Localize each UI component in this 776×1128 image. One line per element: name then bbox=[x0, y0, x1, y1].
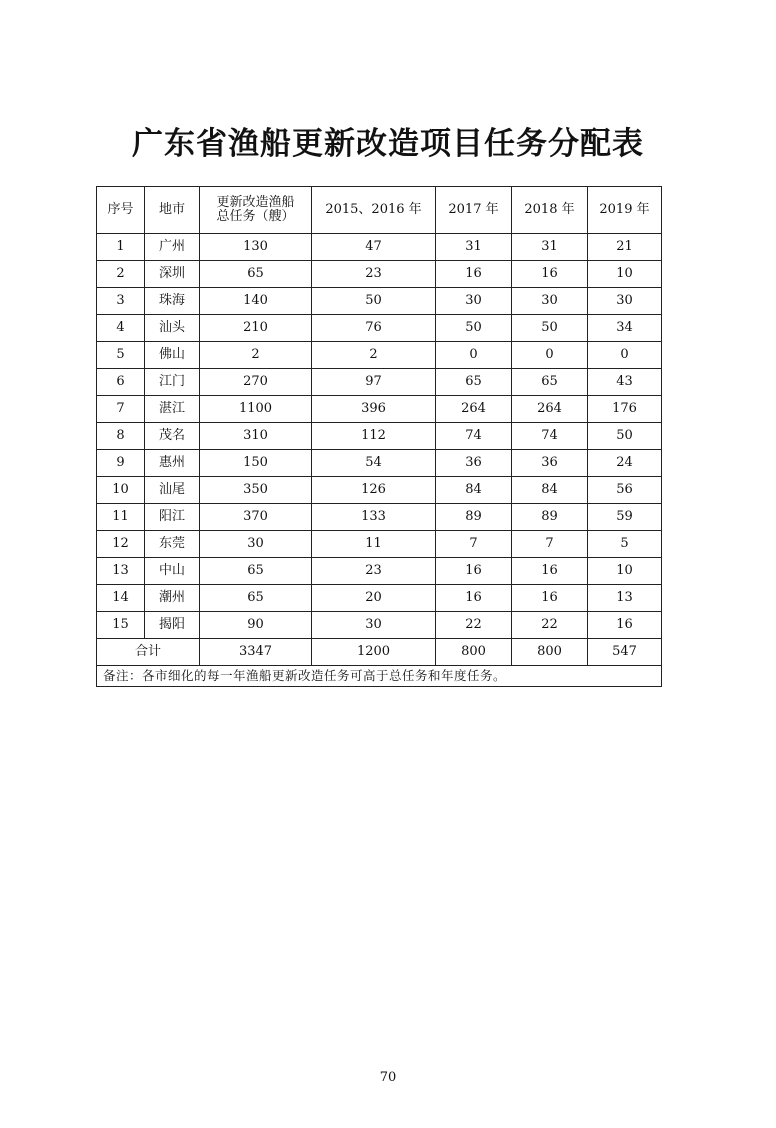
cell-seq: 9 bbox=[97, 450, 145, 477]
total-cell-2017: 800 bbox=[436, 639, 512, 666]
cell-2017: 22 bbox=[436, 612, 512, 639]
cell-seq: 8 bbox=[97, 423, 145, 450]
cell-2018: 22 bbox=[512, 612, 588, 639]
header-2015-2016: 2015、2016 年 bbox=[312, 187, 436, 234]
cell-2017: 16 bbox=[436, 558, 512, 585]
cell-city: 东莞 bbox=[145, 531, 200, 558]
cell-total: 140 bbox=[200, 288, 312, 315]
cell-2015-2016: 20 bbox=[312, 585, 436, 612]
page-number: 70 bbox=[379, 1070, 397, 1085]
cell-2017: 50 bbox=[436, 315, 512, 342]
cell-total: 370 bbox=[200, 504, 312, 531]
cell-2019: 13 bbox=[588, 585, 662, 612]
page-title: 广东省渔船更新改造项目任务分配表 bbox=[132, 126, 644, 162]
table-row bbox=[97, 342, 662, 369]
total-cell-total: 3347 bbox=[200, 639, 312, 666]
cell-2015-2016: 11 bbox=[312, 531, 436, 558]
cell-2018: 30 bbox=[512, 288, 588, 315]
cell-2019: 56 bbox=[588, 477, 662, 504]
cell-2019: 50 bbox=[588, 423, 662, 450]
cell-2015-2016: 112 bbox=[312, 423, 436, 450]
cell-2017: 7 bbox=[436, 531, 512, 558]
table-row bbox=[97, 612, 662, 639]
cell-2018: 0 bbox=[512, 342, 588, 369]
cell-seq: 4 bbox=[97, 315, 145, 342]
cell-2017: 31 bbox=[436, 234, 512, 261]
cell-2017: 0 bbox=[436, 342, 512, 369]
cell-total: 30 bbox=[200, 531, 312, 558]
cell-2018: 36 bbox=[512, 450, 588, 477]
cell-city: 惠州 bbox=[145, 450, 200, 477]
table-row bbox=[97, 288, 662, 315]
cell-total: 130 bbox=[200, 234, 312, 261]
header-city: 地市 bbox=[145, 187, 200, 234]
table-note: 备注：各市细化的每一年渔船更新改造任务可高于总任务和年度任务。 bbox=[97, 666, 662, 687]
cell-2018: 264 bbox=[512, 396, 588, 423]
cell-total: 65 bbox=[200, 261, 312, 288]
table-row bbox=[97, 450, 662, 477]
header-seq: 序号 bbox=[97, 187, 145, 234]
cell-total: 65 bbox=[200, 585, 312, 612]
cell-seq: 10 bbox=[97, 477, 145, 504]
cell-city: 茂名 bbox=[145, 423, 200, 450]
cell-2015-2016: 76 bbox=[312, 315, 436, 342]
cell-2019: 34 bbox=[588, 315, 662, 342]
cell-2015-2016: 23 bbox=[312, 261, 436, 288]
cell-city: 揭阳 bbox=[145, 612, 200, 639]
cell-seq: 13 bbox=[97, 558, 145, 585]
cell-2019: 21 bbox=[588, 234, 662, 261]
cell-2018: 84 bbox=[512, 477, 588, 504]
cell-2015-2016: 23 bbox=[312, 558, 436, 585]
cell-city: 汕头 bbox=[145, 315, 200, 342]
cell-2019: 5 bbox=[588, 531, 662, 558]
table-row bbox=[97, 531, 662, 558]
cell-2018: 7 bbox=[512, 531, 588, 558]
table-header-row bbox=[97, 187, 662, 234]
cell-2017: 264 bbox=[436, 396, 512, 423]
task-allocation-table bbox=[96, 186, 662, 687]
cell-2015-2016: 396 bbox=[312, 396, 436, 423]
header-total-line2: 总任务（艘） bbox=[216, 209, 295, 224]
cell-2019: 59 bbox=[588, 504, 662, 531]
cell-2015-2016: 50 bbox=[312, 288, 436, 315]
cell-2018: 31 bbox=[512, 234, 588, 261]
note-row bbox=[97, 666, 662, 687]
total-row bbox=[97, 639, 662, 666]
table-row bbox=[97, 396, 662, 423]
cell-seq: 15 bbox=[97, 612, 145, 639]
cell-total: 2 bbox=[200, 342, 312, 369]
cell-2017: 74 bbox=[436, 423, 512, 450]
cell-seq: 5 bbox=[97, 342, 145, 369]
table-row bbox=[97, 477, 662, 504]
cell-2015-2016: 30 bbox=[312, 612, 436, 639]
table-row bbox=[97, 504, 662, 531]
cell-2019: 24 bbox=[588, 450, 662, 477]
total-cell-2018: 800 bbox=[512, 639, 588, 666]
header-2019: 2019 年 bbox=[588, 187, 662, 234]
total-cell-2019: 547 bbox=[588, 639, 662, 666]
table-row bbox=[97, 369, 662, 396]
total-cell-2015-2016: 1200 bbox=[312, 639, 436, 666]
cell-2017: 84 bbox=[436, 477, 512, 504]
cell-city: 中山 bbox=[145, 558, 200, 585]
cell-2018: 89 bbox=[512, 504, 588, 531]
cell-city: 广州 bbox=[145, 234, 200, 261]
header-total-tasks bbox=[200, 187, 312, 234]
cell-seq: 3 bbox=[97, 288, 145, 315]
cell-seq: 6 bbox=[97, 369, 145, 396]
cell-2017: 65 bbox=[436, 369, 512, 396]
cell-2017: 36 bbox=[436, 450, 512, 477]
cell-city: 江门 bbox=[145, 369, 200, 396]
cell-seq: 1 bbox=[97, 234, 145, 261]
cell-2019: 30 bbox=[588, 288, 662, 315]
cell-2019: 10 bbox=[588, 558, 662, 585]
table-row bbox=[97, 558, 662, 585]
cell-2017: 89 bbox=[436, 504, 512, 531]
cell-2015-2016: 54 bbox=[312, 450, 436, 477]
cell-city: 湛江 bbox=[145, 396, 200, 423]
cell-2017: 30 bbox=[436, 288, 512, 315]
cell-2015-2016: 97 bbox=[312, 369, 436, 396]
table-row bbox=[97, 315, 662, 342]
header-2018: 2018 年 bbox=[512, 187, 588, 234]
cell-2018: 65 bbox=[512, 369, 588, 396]
cell-2015-2016: 2 bbox=[312, 342, 436, 369]
cell-2018: 74 bbox=[512, 423, 588, 450]
cell-total: 65 bbox=[200, 558, 312, 585]
cell-city: 佛山 bbox=[145, 342, 200, 369]
total-label: 合计 bbox=[97, 639, 200, 666]
cell-2018: 50 bbox=[512, 315, 588, 342]
header-total-line1: 更新改造渔船 bbox=[216, 194, 295, 210]
header-2017: 2017 年 bbox=[436, 187, 512, 234]
table-row bbox=[97, 423, 662, 450]
table-row bbox=[97, 585, 662, 612]
cell-2019: 43 bbox=[588, 369, 662, 396]
cell-total: 1100 bbox=[200, 396, 312, 423]
cell-total: 270 bbox=[200, 369, 312, 396]
cell-2015-2016: 133 bbox=[312, 504, 436, 531]
cell-total: 310 bbox=[200, 423, 312, 450]
cell-seq: 12 bbox=[97, 531, 145, 558]
cell-2019: 10 bbox=[588, 261, 662, 288]
table-row bbox=[97, 261, 662, 288]
cell-city: 潮州 bbox=[145, 585, 200, 612]
cell-2015-2016: 47 bbox=[312, 234, 436, 261]
cell-2019: 176 bbox=[588, 396, 662, 423]
cell-seq: 14 bbox=[97, 585, 145, 612]
cell-2018: 16 bbox=[512, 261, 588, 288]
cell-seq: 7 bbox=[97, 396, 145, 423]
cell-seq: 11 bbox=[97, 504, 145, 531]
cell-2018: 16 bbox=[512, 585, 588, 612]
cell-2017: 16 bbox=[436, 261, 512, 288]
cell-seq: 2 bbox=[97, 261, 145, 288]
cell-2017: 16 bbox=[436, 585, 512, 612]
cell-total: 150 bbox=[200, 450, 312, 477]
cell-city: 深圳 bbox=[145, 261, 200, 288]
cell-total: 350 bbox=[200, 477, 312, 504]
cell-total: 210 bbox=[200, 315, 312, 342]
cell-city: 珠海 bbox=[145, 288, 200, 315]
cell-city: 阳江 bbox=[145, 504, 200, 531]
table-row bbox=[97, 234, 662, 261]
cell-city: 汕尾 bbox=[145, 477, 200, 504]
cell-2019: 16 bbox=[588, 612, 662, 639]
cell-2015-2016: 126 bbox=[312, 477, 436, 504]
cell-2018: 16 bbox=[512, 558, 588, 585]
cell-2019: 0 bbox=[588, 342, 662, 369]
cell-total: 90 bbox=[200, 612, 312, 639]
